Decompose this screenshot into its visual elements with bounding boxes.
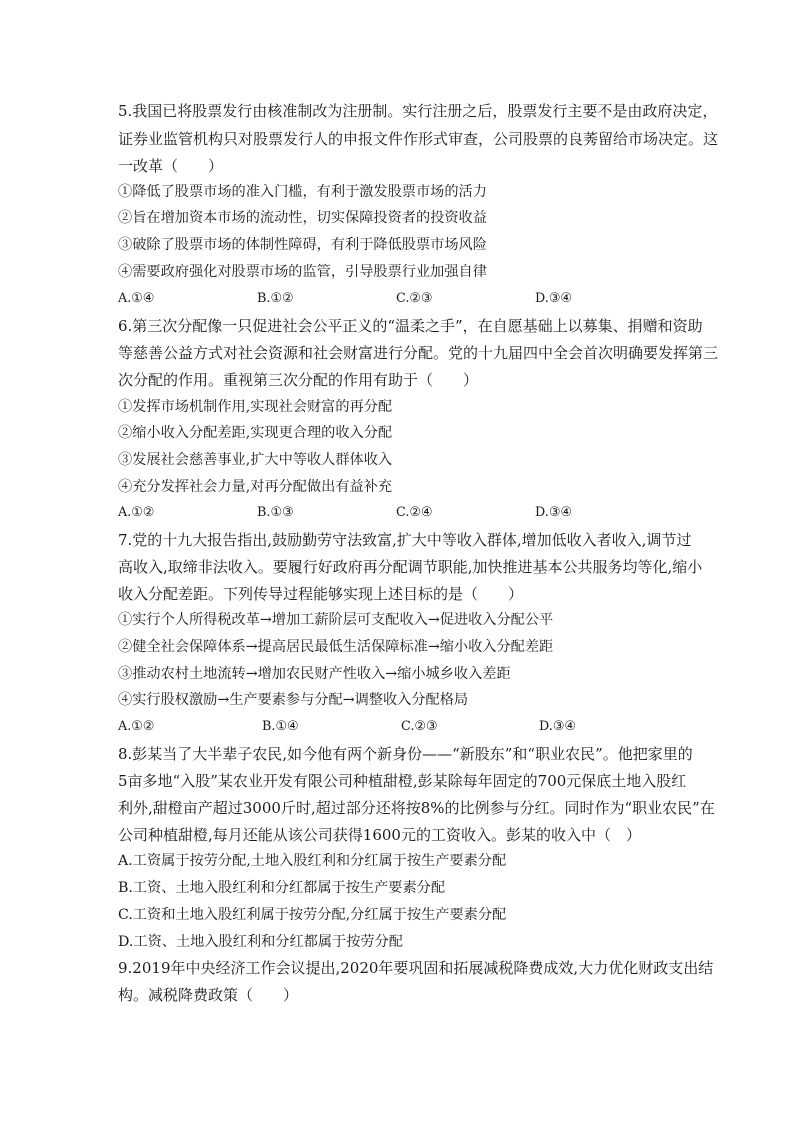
option-statement: ③推动农村土地流转→增加农民财产性收入→缩小城乡收入差距 (118, 666, 511, 682)
option-statement: ①降低了股票市场的准入门槛，有利于激发股票市场的活力 (118, 184, 487, 200)
option-statement: ③发展社会慈善事业,扩大中等收人群体收入 (118, 452, 393, 468)
question-stem: 5.我国已将股票发行由核准制改为注册制。实行注册之后，股票发行主要不是由政府决定， (118, 102, 718, 120)
choice-b[interactable]: B.①④ (262, 719, 299, 734)
question-stem: 次分配的作用。重视第三次分配的作用有助于（ ） (118, 371, 479, 389)
choice-d[interactable]: D.工资、土地入股红利和分红都属于按劳分配 (118, 934, 403, 950)
choice-a[interactable]: A.①④ (118, 291, 155, 306)
option-statement: ①实行个人所得税改革→增加工薪阶层可支配收入→促进收入分配公平 (118, 612, 554, 628)
question-stem: 5亩多地“入股”某农业开发有限公司种植甜橙,彭某除每年固定的700元保底土地入股红 (118, 772, 687, 790)
question-stem: 利外,甜橙亩产超过3000斤时,超过部分还将按8%的比例参与分红。同时作为“职业农民”在 (118, 799, 715, 817)
choice-d[interactable]: D.③④ (539, 719, 576, 734)
question-stem: 高收入,取缔非法收入。要履行好政府再分配调节职能,加快推进基本公共服务均等化,缩小 (118, 558, 703, 576)
question-stem: 6.第三次分配像一只促进社会公平正义的“温柔之手”，在自愿基础上以募集、捐赠和资助 (118, 317, 703, 335)
option-statement: ②健全社会保障体系→提高居民最低生活保障标准→缩小收入分配差距 (118, 639, 554, 655)
option-statement: ①发挥市场机制作用,实现社会财富的再分配 (118, 399, 393, 415)
question-stem: 收入分配差距。下列传导过程能够实现上述目标的是（ ） (118, 585, 524, 603)
question-stem: 7.党的十九大报告指出,鼓励勤劳守法致富,扩大中等收入群体,增加低收入者收入,调节过 (118, 531, 692, 549)
choice-b[interactable]: B.①③ (257, 505, 294, 520)
question-stem: 8.彭某当了大半辈子农民,如今他有两个新身份——“新股东”和“职业农民”。他把家里的 (118, 745, 693, 763)
option-statement: ④充分发挥社会力量,对再分配做出有益补充 (118, 479, 393, 495)
choice-d[interactable]: D.③④ (535, 505, 572, 520)
option-statement: ④实行股权激励→生产要素参与分配→调整收入分配格局 (118, 692, 469, 708)
choice-c[interactable]: C.工资和土地入股红利属于按劳分配,分红属于按生产要素分配 (118, 907, 507, 923)
choice-a[interactable]: A.工资属于按劳分配,土地入股红利和分红属于按生产要素分配 (118, 853, 507, 869)
question-stem: 构。减税降费政策（ ） (118, 986, 299, 1004)
choice-a[interactable]: A.①② (118, 719, 155, 734)
choice-b[interactable]: B.工资、土地入股红利和分红都属于按生产要素分配 (118, 880, 446, 896)
option-statement: ②缩小收入分配差距,实现更合理的收入分配 (118, 425, 393, 441)
choice-c[interactable]: C.②④ (396, 505, 433, 520)
question-stem: 9.2019年中央经济工作会议提出,2020年要巩固和拓展减税降费成效,大力优化财政支出结 (118, 959, 714, 977)
question-stem: 等慈善公益方式对社会资源和社会财富进行分配。党的十九届四中全会首次明确要发挥第三 (118, 344, 719, 362)
option-statement: ②旨在增加资本市场的流动性，切实保障投资者的投资收益 (118, 210, 487, 226)
choice-b[interactable]: B.①② (257, 291, 294, 306)
question-stem: 证券业监管机构只对股票发行人的申报文件作形式审查，公司股票的良莠留给市场决定。这 (118, 130, 719, 148)
choice-c[interactable]: C.②③ (396, 291, 433, 306)
question-stem: 公司种植甜橙,每月还能从该公司获得1600元的工资收入。彭某的收入中（ ） (118, 826, 641, 844)
choice-d[interactable]: D.③④ (535, 291, 572, 306)
option-statement: ③破除了股票市场的体制性障碍，有利于降低股票市场风险 (118, 237, 487, 253)
option-statement: ④需要政府强化对股票市场的监管，引导股票行业加强自律 (118, 264, 487, 280)
choice-c[interactable]: C.②③ (401, 719, 438, 734)
question-stem: 一改革（ ） (118, 157, 224, 175)
choice-a[interactable]: A.①② (118, 505, 155, 520)
